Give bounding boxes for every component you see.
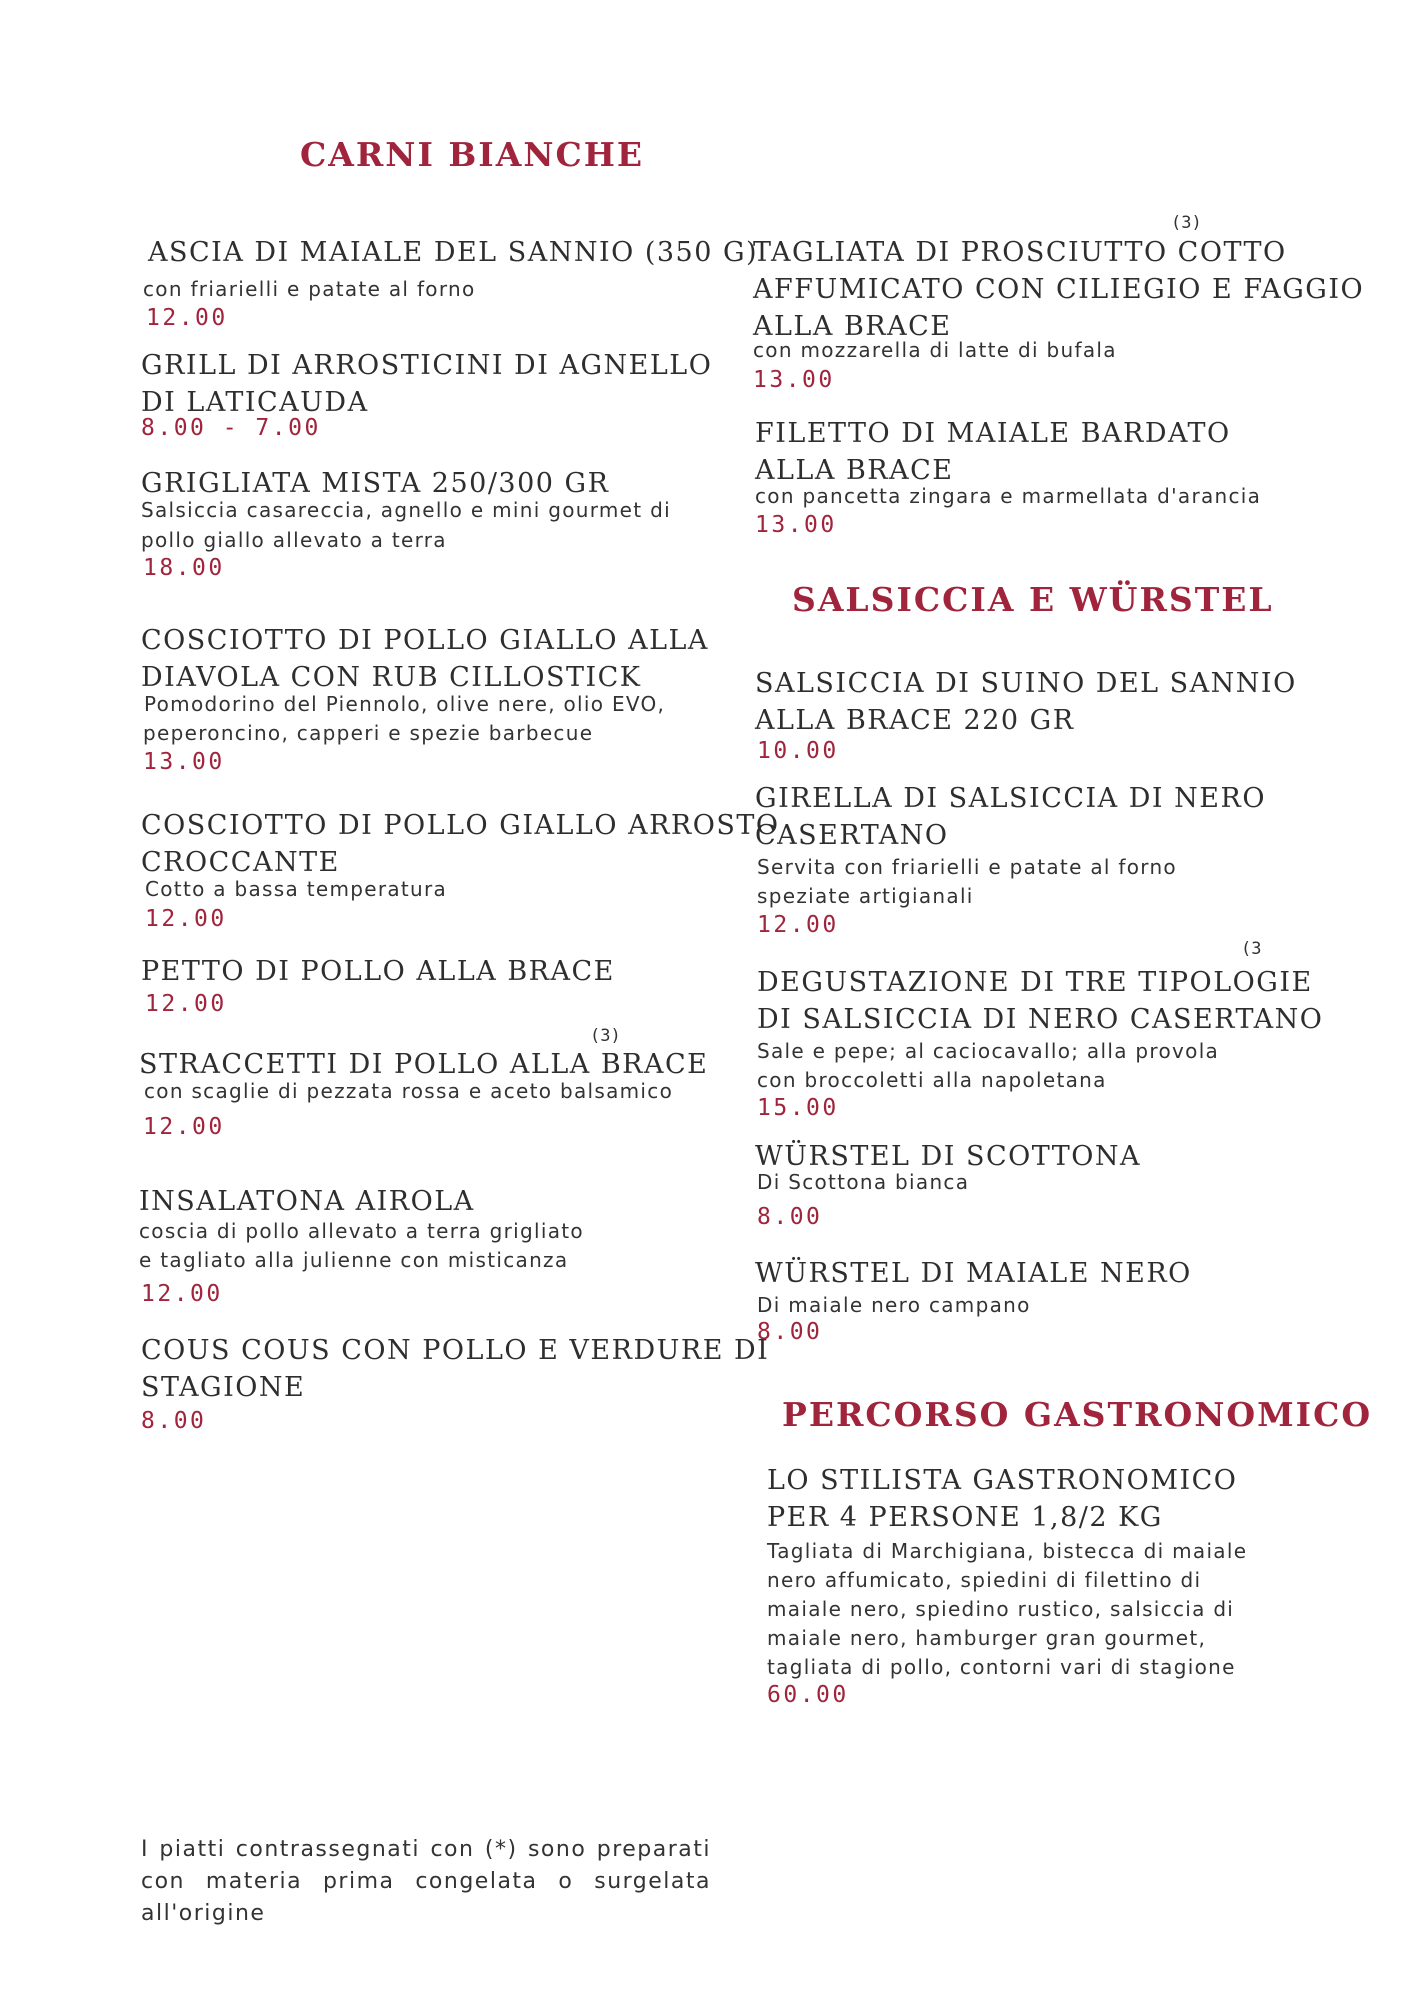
dish-name: INSALATONA AIROLA — [139, 1186, 475, 1217]
dish-price: 15.00 — [757, 1095, 839, 1121]
dish-name: GIRELLA DI SALSICCIA DI NERO — [755, 783, 1266, 814]
dish-description: Cotto a bassa temperatura — [145, 877, 448, 901]
dish-description: Sale e pepe; al caciocavallo; alla provola — [757, 1039, 1220, 1063]
dish-price: 13.00 — [753, 367, 835, 393]
dish-description: tagliata di pollo, contorni vari di stagione — [767, 1655, 1236, 1679]
dish-description: coscia di pollo allevato a terra grigliato — [139, 1219, 584, 1243]
dish-price: 12.00 — [757, 912, 839, 938]
dish-name: DI LATICAUDA — [141, 387, 369, 418]
dish-price: 12.00 — [145, 906, 227, 932]
dish-name: PER 4 PERSONE 1,8/2 KG — [767, 1502, 1163, 1533]
dish-description: nero affumicato, spiedini di filettino di — [767, 1568, 1202, 1592]
dish-description: maiale nero, spiedino rustico, salsiccia di — [767, 1597, 1235, 1621]
dish-description: con friarielli e patate al forno — [143, 277, 476, 301]
dish-price: 12.00 — [146, 305, 228, 331]
dish-name: CROCCANTE — [141, 847, 340, 878]
dish-description: con pancetta zingara e marmellata d'arancia — [755, 484, 1262, 508]
dish-name: GRILL DI ARROSTICINI DI AGNELLO — [141, 350, 713, 381]
dish-price: 8.00 — [757, 1319, 823, 1345]
dish-description: maiale nero, hamburger gran gourmet, — [767, 1626, 1207, 1650]
dish-price: 8.00 — [757, 1204, 823, 1230]
dish-name: STAGIONE — [141, 1372, 306, 1403]
dish-name: DEGUSTAZIONE DI TRE TIPOLOGIE — [757, 967, 1313, 998]
dish-description: Di maiale nero campano — [757, 1293, 1031, 1317]
dish-name: SALSICCIA DI SUINO DEL SANNIO — [755, 668, 1297, 699]
dish-name: LO STILISTA GASTRONOMICO — [767, 1465, 1238, 1496]
dish-description: Di Scottona bianca — [757, 1170, 970, 1194]
dish-description: Pomodorino del Piennolo, olive nere, olio EVO, — [144, 692, 666, 716]
dish-description: con broccoletti alla napoletana — [757, 1068, 1107, 1092]
dish-price: 60.00 — [767, 1682, 849, 1708]
dish-price: 10.00 — [757, 738, 839, 764]
allergen-footnote — [141, 1834, 711, 1930]
dish-price: 8.00 — [141, 1408, 207, 1434]
dish-description: pollo giallo allevato a terra — [141, 528, 447, 552]
dish-price: 12.00 — [145, 991, 227, 1017]
dish-name: ALLA BRACE — [753, 311, 952, 342]
dish-price: 12.00 — [141, 1281, 223, 1307]
footnote-marker: (3) — [590, 1026, 621, 1046]
dish-price: 8.00 - 7.00 — [141, 415, 321, 441]
dish-name: COSCIOTTO DI POLLO GIALLO ALLA — [141, 625, 709, 656]
dish-name: DIAVOLA CON RUB CILLOSTICK — [141, 662, 642, 693]
dish-name: AFFUMICATO CON CILIEGIO E FAGGIO — [753, 274, 1365, 305]
dish-price: 12.00 — [143, 1114, 225, 1140]
dish-name: FILETTO DI MAIALE BARDATO — [755, 418, 1231, 449]
dish-name: GRIGLIATA MISTA 250/300 GR — [141, 468, 610, 499]
dish-price: 13.00 — [755, 512, 837, 538]
dish-price: 18.00 — [143, 555, 225, 581]
dish-name: ALLA BRACE 220 GR — [755, 705, 1075, 736]
dish-name: PETTO DI POLLO ALLA BRACE — [141, 956, 615, 987]
dish-name: WÜRSTEL DI MAIALE NERO — [755, 1258, 1192, 1289]
footnote-line: all'origine — [141, 1901, 266, 1926]
dish-name: WÜRSTEL DI SCOTTONA — [755, 1141, 1142, 1172]
dish-description: e tagliato alla julienne con misticanza — [139, 1248, 569, 1272]
dish-name: ASCIA DI MAIALE DEL SANNIO (350 G) — [148, 237, 759, 268]
dish-description: Servita con friarielli e patate al forno — [757, 855, 1177, 879]
dish-name: COSCIOTTO DI POLLO GIALLO ARROSTO — [141, 810, 780, 841]
dish-name: DI SALSICCIA DI NERO CASERTANO — [757, 1004, 1324, 1035]
dish-description: con mozzarella di latte di bufala — [753, 338, 1117, 362]
dish-description: peperoncino, capperi e spezie barbecue — [143, 721, 594, 745]
dish-price: 13.00 — [143, 749, 225, 775]
dish-description: Tagliata di Marchigiana, bistecca di maiale — [767, 1539, 1248, 1563]
dish-name: STRACCETTI DI POLLO ALLA BRACE — [139, 1049, 709, 1080]
dish-description: Salsiccia casareccia, agnello e mini gourmet di — [141, 498, 671, 522]
footnote-marker: (3) — [1171, 213, 1202, 233]
section-title-salsiccia: SALSICCIA E WÜRSTEL — [792, 580, 1274, 619]
dish-name: COUS COUS CON POLLO E VERDURE DI — [141, 1335, 770, 1366]
section-title-percorso: PERCORSO GASTRONOMICO — [782, 1395, 1373, 1434]
footnote-marker: (3 — [1241, 939, 1262, 959]
section-title-carni-bianche: CARNI BIANCHE — [300, 135, 645, 174]
footnote-line: con materia prima congelata o surgelata — [141, 1869, 711, 1894]
dish-name: CASERTANO — [755, 820, 949, 851]
dish-name: TAGLIATA DI PROSCIUTTO COTTO — [753, 237, 1287, 268]
footnote-line: I piatti contrassegnati con (*) sono preparati — [141, 1837, 711, 1862]
dish-name: ALLA BRACE — [755, 455, 954, 486]
dish-description: speziate artigianali — [757, 884, 974, 908]
dish-description: con scaglie di pezzata rossa e aceto balsamico — [144, 1079, 674, 1103]
